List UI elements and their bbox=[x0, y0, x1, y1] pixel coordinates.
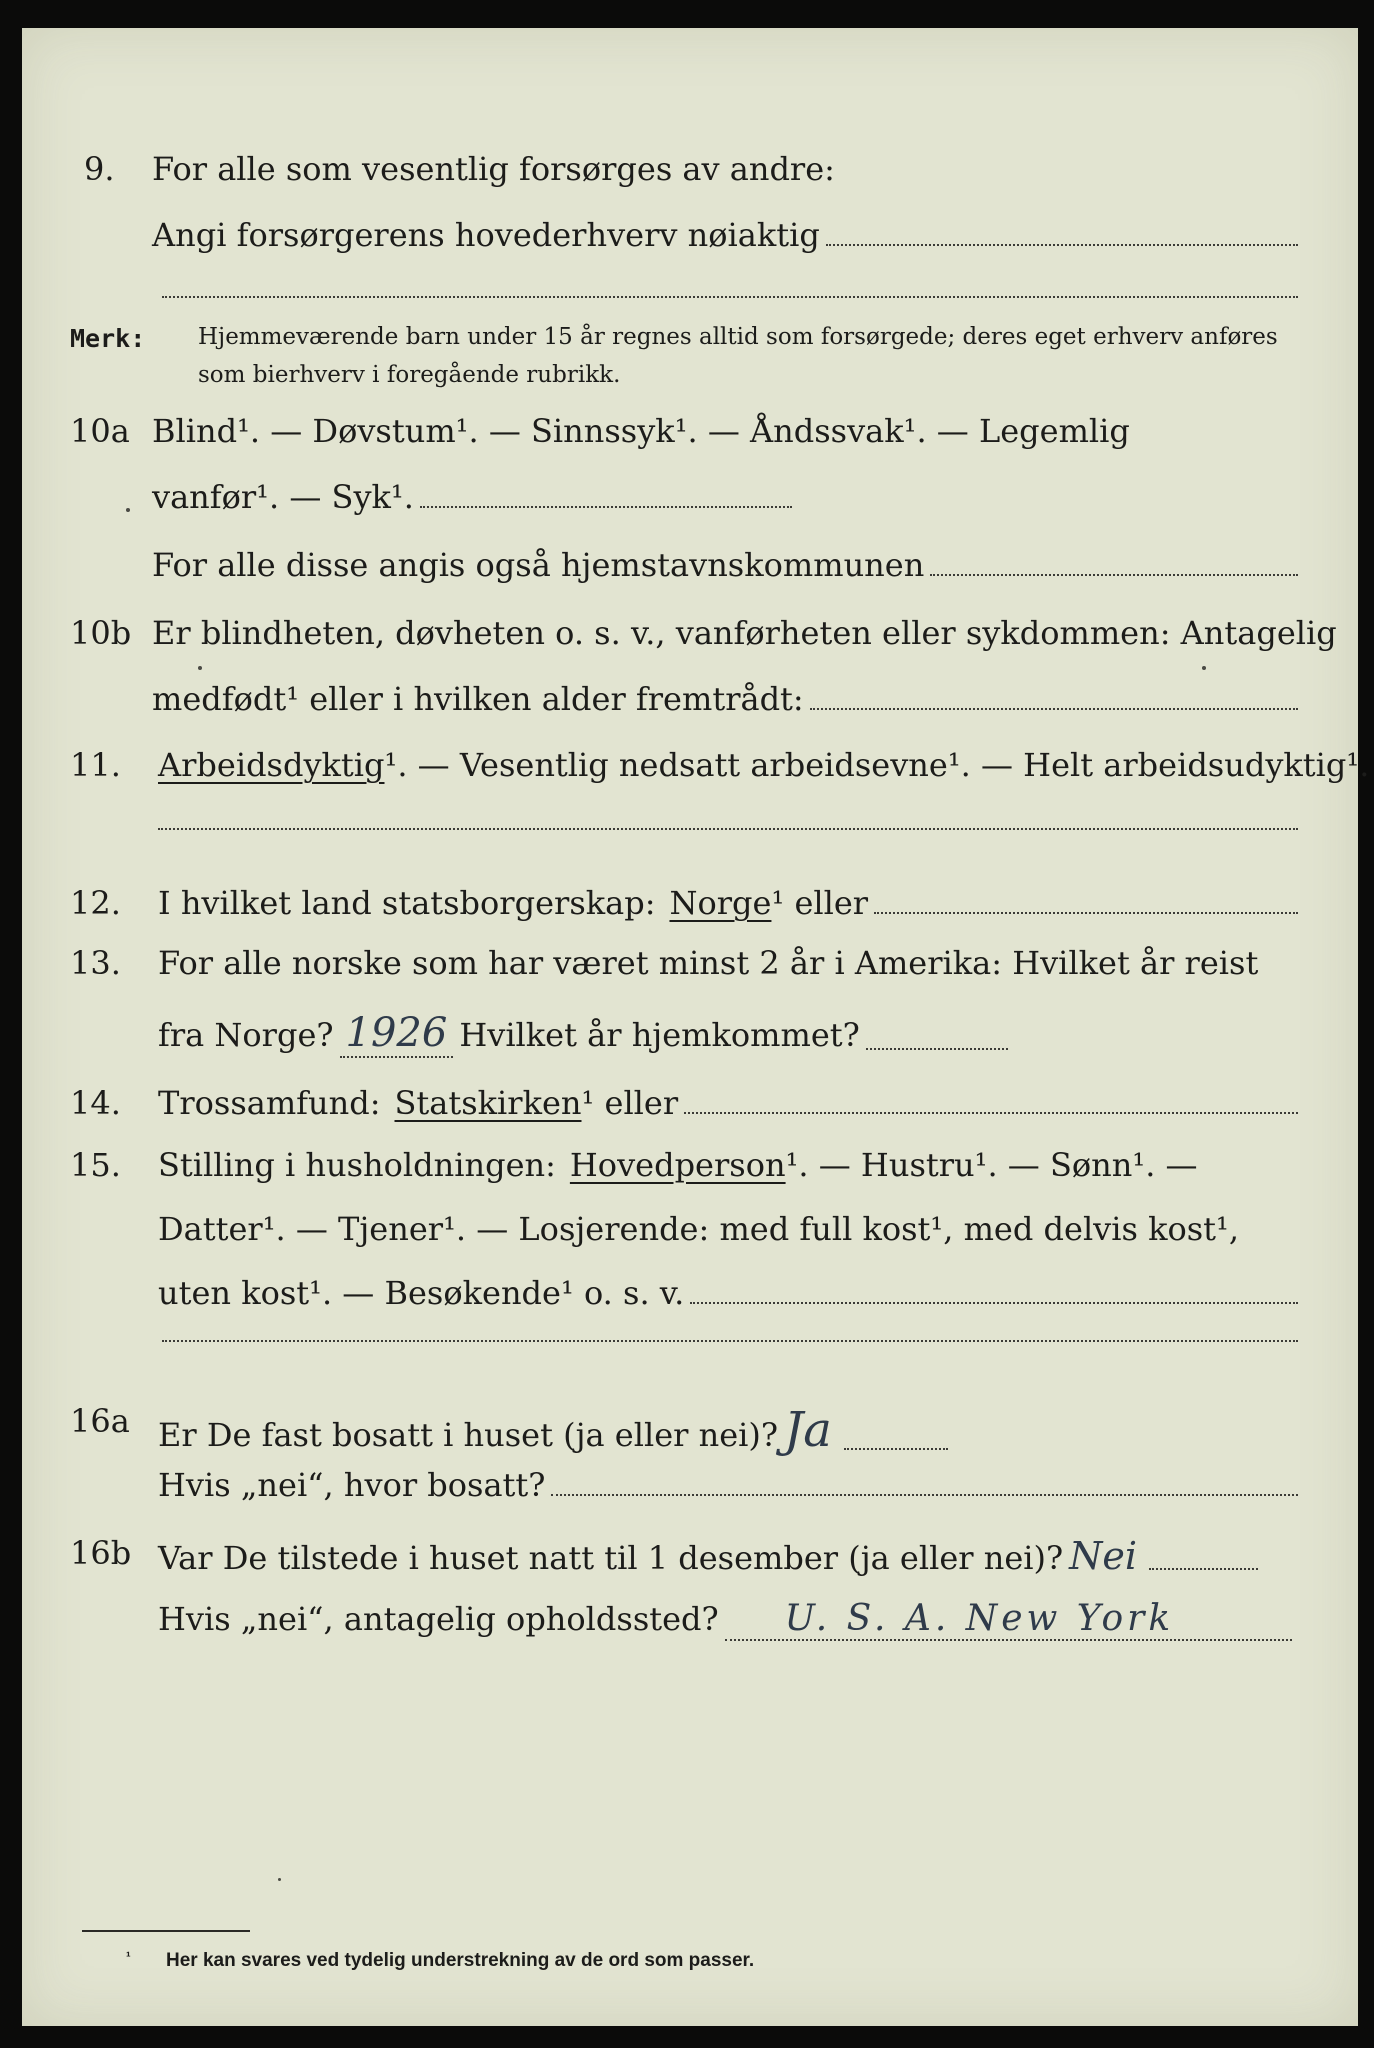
q14-answer-line[interactable] bbox=[684, 1112, 1298, 1114]
q16a-line1-text: Er De fast bosatt i huset (ja eller nei)? bbox=[158, 1416, 779, 1454]
ink-dot bbox=[278, 1878, 281, 1881]
q10a-municipality-answer-line[interactable] bbox=[930, 574, 1298, 576]
q16a-line2 bbox=[158, 1466, 1298, 1504]
q13-number: 13. bbox=[70, 944, 121, 982]
q10a-sick-answer-line[interactable] bbox=[420, 506, 792, 508]
q11-selected-arbeidsdyktig[interactable]: Arbeidsdyktig bbox=[158, 746, 385, 784]
q9-extra-line[interactable] bbox=[162, 296, 1298, 298]
q10b-number: 10b bbox=[70, 614, 132, 652]
q12-line bbox=[158, 884, 1298, 922]
q12-prefix-text: I hvilket land statsborgerskap: bbox=[158, 884, 656, 922]
q15-prefix-text: Stilling i husholdningen: bbox=[158, 1146, 556, 1184]
q13-line2a-text: fra Norge? bbox=[158, 1016, 334, 1054]
q10b-line2-text: medfødt¹ eller i hvilken alder fremtrådt: bbox=[152, 680, 804, 718]
q16a-line2-text: Hvis „nei“, hvor bosatt? bbox=[158, 1466, 546, 1504]
q10b-answer-line[interactable] bbox=[810, 708, 1298, 710]
q11-line bbox=[158, 746, 1369, 784]
q16b-handwritten-place[interactable]: U. S. A. New York bbox=[725, 1598, 1292, 1641]
q15-line2-text: Datter¹. — Tjener¹. — Losjerende: med full kost¹, med delvis kost¹, bbox=[158, 1210, 1240, 1248]
q16b-line1-text: Var De tilstede i huset natt til 1 desember (ja eller nei)? bbox=[158, 1539, 1064, 1577]
q15-line3 bbox=[158, 1274, 1298, 1312]
q11-rest-text: ¹. — Vesentlig nedsatt arbeidsevne¹. — Helt arbeidsudyktig¹. bbox=[384, 746, 1370, 784]
q9-line2-text: Angi forsørgerens hovederhverv nøiaktig bbox=[152, 216, 820, 254]
q13-return-year-line[interactable] bbox=[866, 1048, 1008, 1050]
merk-label: Merk: bbox=[70, 324, 146, 353]
q15-line1-rest-text: ¹. — Hustru¹. — Sønn¹. — bbox=[785, 1146, 1198, 1184]
q16b-answer-line[interactable] bbox=[1149, 1568, 1258, 1570]
q16b-line1 bbox=[158, 1534, 1258, 1578]
q10a-line3-text: For alle disse angis også hjemstavnskommunen bbox=[152, 546, 925, 584]
q15-extra-line[interactable] bbox=[162, 1340, 1298, 1342]
ink-dot bbox=[1202, 666, 1206, 670]
q14-prefix-text: Trossamfund: bbox=[158, 1084, 381, 1122]
q14-selected-statskirken[interactable]: Statskirken bbox=[394, 1084, 582, 1122]
q9-line1 bbox=[152, 150, 835, 188]
q10a-number: 10a bbox=[70, 412, 130, 450]
q16b-line2 bbox=[158, 1598, 1298, 1641]
q16a-answer-line[interactable] bbox=[844, 1448, 948, 1450]
q10a-line1-text: Blind¹. — Døvstum¹. — Sinnssyk¹. — Åndssvak¹. — Legemlig bbox=[152, 412, 1130, 450]
q15-answer-line[interactable] bbox=[690, 1302, 1298, 1304]
q16b-line2-text: Hvis „nei“, antagelig opholdssted? bbox=[158, 1600, 719, 1638]
q10a-line2 bbox=[152, 478, 792, 516]
q14-suffix-text: ¹ eller bbox=[581, 1084, 679, 1122]
q13-handwritten-year[interactable]: 1926 bbox=[340, 1010, 454, 1058]
q9-number: 9. bbox=[84, 150, 115, 188]
q11-extra-line[interactable] bbox=[158, 828, 1298, 830]
q16a-number: 16a bbox=[70, 1402, 130, 1440]
q10a-line1 bbox=[152, 412, 1130, 450]
q12-suffix-text: ¹ eller bbox=[771, 884, 869, 922]
census-form-page bbox=[22, 28, 1370, 2026]
q16b-number: 16b bbox=[70, 1534, 132, 1572]
q14-number: 14. bbox=[70, 1084, 121, 1122]
q9-line1-text: For alle som vesentlig forsørges av andre: bbox=[152, 150, 835, 188]
q12-number: 12. bbox=[70, 884, 121, 922]
q15-selected-hovedperson[interactable]: Hovedperson bbox=[569, 1146, 786, 1184]
ink-dot bbox=[198, 666, 202, 670]
q10b-line2 bbox=[152, 680, 1298, 718]
q15-line2 bbox=[158, 1210, 1239, 1248]
q12-answer-line[interactable] bbox=[874, 912, 1298, 914]
q13-line2 bbox=[158, 1010, 1008, 1058]
q15-line3-text: uten kost¹. — Besøkende¹ o. s. v. bbox=[158, 1274, 685, 1312]
q16a-residence-answer-line[interactable] bbox=[551, 1494, 1298, 1496]
q10b-line1 bbox=[152, 614, 1337, 652]
footnote-mark: ¹ bbox=[126, 1948, 131, 1964]
q10a-line2-text: vanfør¹. — Syk¹. bbox=[152, 478, 414, 516]
q10a-line3 bbox=[152, 546, 1298, 584]
q14-line bbox=[158, 1084, 1298, 1122]
q12-selected-norge[interactable]: Norge bbox=[669, 884, 772, 922]
q11-number: 11. bbox=[70, 746, 121, 784]
footnote-rule bbox=[82, 1930, 250, 1932]
q13-line1 bbox=[158, 944, 1258, 982]
q15-number: 15. bbox=[70, 1146, 121, 1184]
q16a-line1 bbox=[158, 1402, 948, 1458]
q13-line1-text: For alle norske som har været minst 2 år i Amerika: Hvilket år reist bbox=[158, 944, 1259, 982]
q9-line2 bbox=[152, 216, 1298, 254]
ink-dot bbox=[126, 508, 130, 512]
q16a-handwritten-answer[interactable]: Ja bbox=[784, 1402, 832, 1458]
q10b-line1-text: Er blindheten, døvheten o. s. v., vanførheten eller sykdommen: Antagelig bbox=[152, 614, 1337, 652]
q16b-handwritten-answer[interactable]: Nei bbox=[1069, 1534, 1138, 1578]
q15-line1 bbox=[158, 1146, 1198, 1184]
q13-line2b-text: Hvilket år hjemkommet? bbox=[459, 1016, 860, 1054]
footnote-text: Her kan svares ved tydelig understrekning av de ord som passer. bbox=[166, 1950, 755, 1971]
merk-text: Hjemmeværende barn under 15 år regnes alltid som forsørgede; deres eget erhverv anføres som bierhverv i foregående rubrikk. bbox=[198, 324, 1278, 388]
q9-answer-line[interactable] bbox=[826, 244, 1298, 246]
